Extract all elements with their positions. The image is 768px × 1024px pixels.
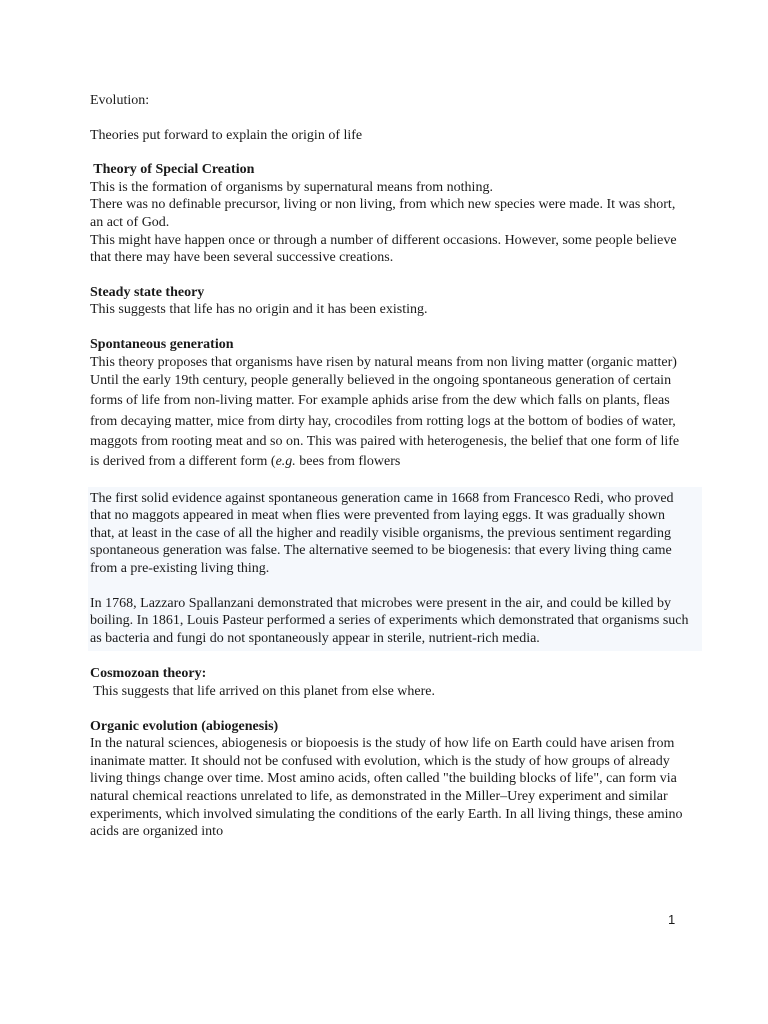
cosmozoan-text: This suggests that life arrived on this planet from else where. [90,683,435,699]
spontaneous-history-paragraph [90,371,690,472]
abiogenesis-text: In the natural sciences, abiogenesis or biopoesis is the study of how life on Earth could have arisen from inanimate matter. It should not be confused with evolution, which is the study of how groups of already living things change over time. Most amino acids, often called "the building blocks of life", can form via natural chemical reactions unrelated to life, as demonstrated in the Miller–Urey experiment and similar experiments, which involved simulating the conditions of the early Earth. In all living things, these amino acids are organized into [90,736,683,840]
special-creation-line-1: This is the formation of organisms by supernatural means from nothing. [90,179,493,195]
spallanzani-paragraph: In 1768, Lazzaro Spallanzani demonstrated that microbes were present in the air, and could be killed by boiling. In 1861, Louis Pasteur performed a series of experiments which demonstrated that organisms such as bacteria and fungi do not spontaneously appear in sterile, nutrient-rich media. [90,595,689,646]
intro-line: Theories put forward to explain the origin of life [90,127,363,143]
document-body [90,92,690,841]
history-eg: e.g. [275,454,296,470]
history-text-after: bees from flowers [295,454,401,470]
highlighted-block [88,487,702,652]
spontaneous-text: This theory proposes that organisms have risen by natural means from non living matter (organic matter) [90,354,677,370]
steady-state-heading: Steady state theory [90,284,205,300]
spontaneous-heading: Spontaneous generation [90,336,234,352]
special-creation-line-3: This might have happen once or through a number of different occasions. However, some people believe that there may have been several successive creations. [90,232,677,266]
redi-paragraph: The first solid evidence against spontaneous generation came in 1668 from Francesco Redi, who proved that no maggots appeared in meat when flies were prevented from laying eggs. It was gradually shown that, at least in the case of all the higher and readily visible organisms, the previous sentiment regarding spontaneous generation was false. The alternative seemed to be biogenesis: that every living thing came from a pre-existing living thing. [90,490,674,576]
special-creation-heading: Theory of Special Creation [90,162,255,178]
document-title: Evolution: [90,93,150,108]
steady-state-text: This suggests that life has no origin and it has been existing. [90,302,428,318]
cosmozoan-heading: Cosmozoan theory: [90,666,207,682]
page-number: 1 [668,912,676,927]
history-text-before: Until the early 19th century, people generally believed in the ongoing spontaneous generation of certain forms of life from non-living matter. For example aphids arise from the dew which falls on plants, fleas from decaying matter, mice from dirty hay, crocodiles from rotting logs at the bottom of bodies of water, maggots from rooting meat and so on. This was paired with heterogenesis, the belief that one form of life is derived from a different form ( [90,373,680,470]
abiogenesis-heading: Organic evolution (abiogenesis) [90,718,279,734]
special-creation-line-2: There was no definable precursor, living or non living, from which new species were made. It was short, an act of God. [90,197,676,230]
